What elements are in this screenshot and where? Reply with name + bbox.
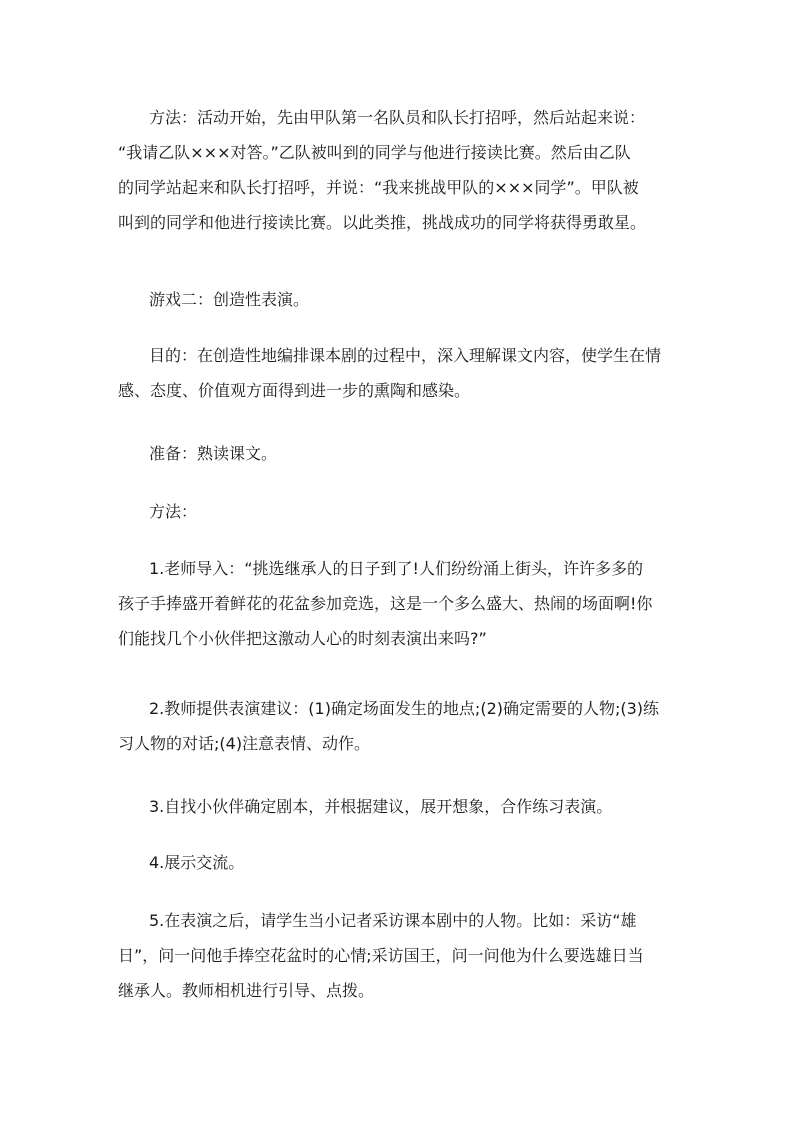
text-line: 叫到的同学和他进行接读比赛。以此类推，挑战成功的同学将获得勇敢星。 bbox=[118, 213, 647, 232]
text-line: 继承人。教师相机进行引导、点拨。 bbox=[118, 981, 375, 1000]
paragraph-step-2 bbox=[118, 691, 678, 761]
text-line: 习人物的对话;(4)注意表情、动作。 bbox=[118, 734, 371, 753]
paragraph-purpose bbox=[118, 338, 678, 408]
text-line: 方法：活动开始，先由甲队第一名队员和队长打招呼，然后站起来说： bbox=[149, 108, 646, 127]
text-line: 5.在表演之后，请学生当小记者采访课本剧中的人物。比如：采访“雄 bbox=[149, 911, 637, 930]
paragraph-method-1 bbox=[118, 100, 678, 240]
paragraph-step-3 bbox=[118, 789, 678, 824]
text-line: 1.老师导入：“挑选继承人的日子到了!人们纷纷涌上街头，许许多多的 bbox=[149, 559, 643, 578]
text-line: 感、态度、价值观方面得到进一步的熏陶和感染。 bbox=[118, 381, 471, 400]
text-line: “我请乙队×××对答。”乙队被叫到的同学与他进行接读比赛。然后由乙队 bbox=[118, 143, 631, 162]
paragraph-game-two bbox=[118, 282, 678, 317]
text-line: 们能找几个小伙伴把这激动人心的时刻表演出来吗?” bbox=[118, 629, 487, 648]
text-line: 游戏二：创造性表演。 bbox=[149, 290, 310, 309]
text-line: 方法： bbox=[149, 502, 198, 521]
text-line: 准备：熟读课文。 bbox=[149, 444, 278, 463]
text-line: 孩子手捧盛开着鲜花的花盆参加竞选，这是一个多么盛大、热闹的场面啊!你 bbox=[118, 594, 653, 613]
paragraph-method-2 bbox=[118, 494, 678, 529]
paragraph-preparation bbox=[118, 436, 678, 471]
text-line: 3.自找小伙伴确定剧本，并根据建议，展开想象，合作练习表演。 bbox=[149, 797, 613, 816]
text-line: 的同学站起来和队长打招呼，并说：“我来挑战甲队的×××同学”。甲队被 bbox=[118, 178, 639, 197]
text-line: 4.展示交流。 bbox=[149, 853, 245, 872]
text-line: 目的：在创造性地编排课本剧的过程中，深入理解课文内容，使学生在情 bbox=[149, 346, 662, 365]
paragraph-step-1 bbox=[118, 551, 678, 656]
text-line: 2.教师提供表演建议：(1)确定场面发生的地点;(2)确定需要的人物;(3)练 bbox=[149, 699, 660, 718]
paragraph-step-5 bbox=[118, 903, 678, 1008]
paragraph-step-4 bbox=[118, 845, 678, 880]
text-line: 日”，问一问他手捧空花盆时的心情;采访国王，问一问他为什么要选雄日当 bbox=[118, 946, 644, 965]
